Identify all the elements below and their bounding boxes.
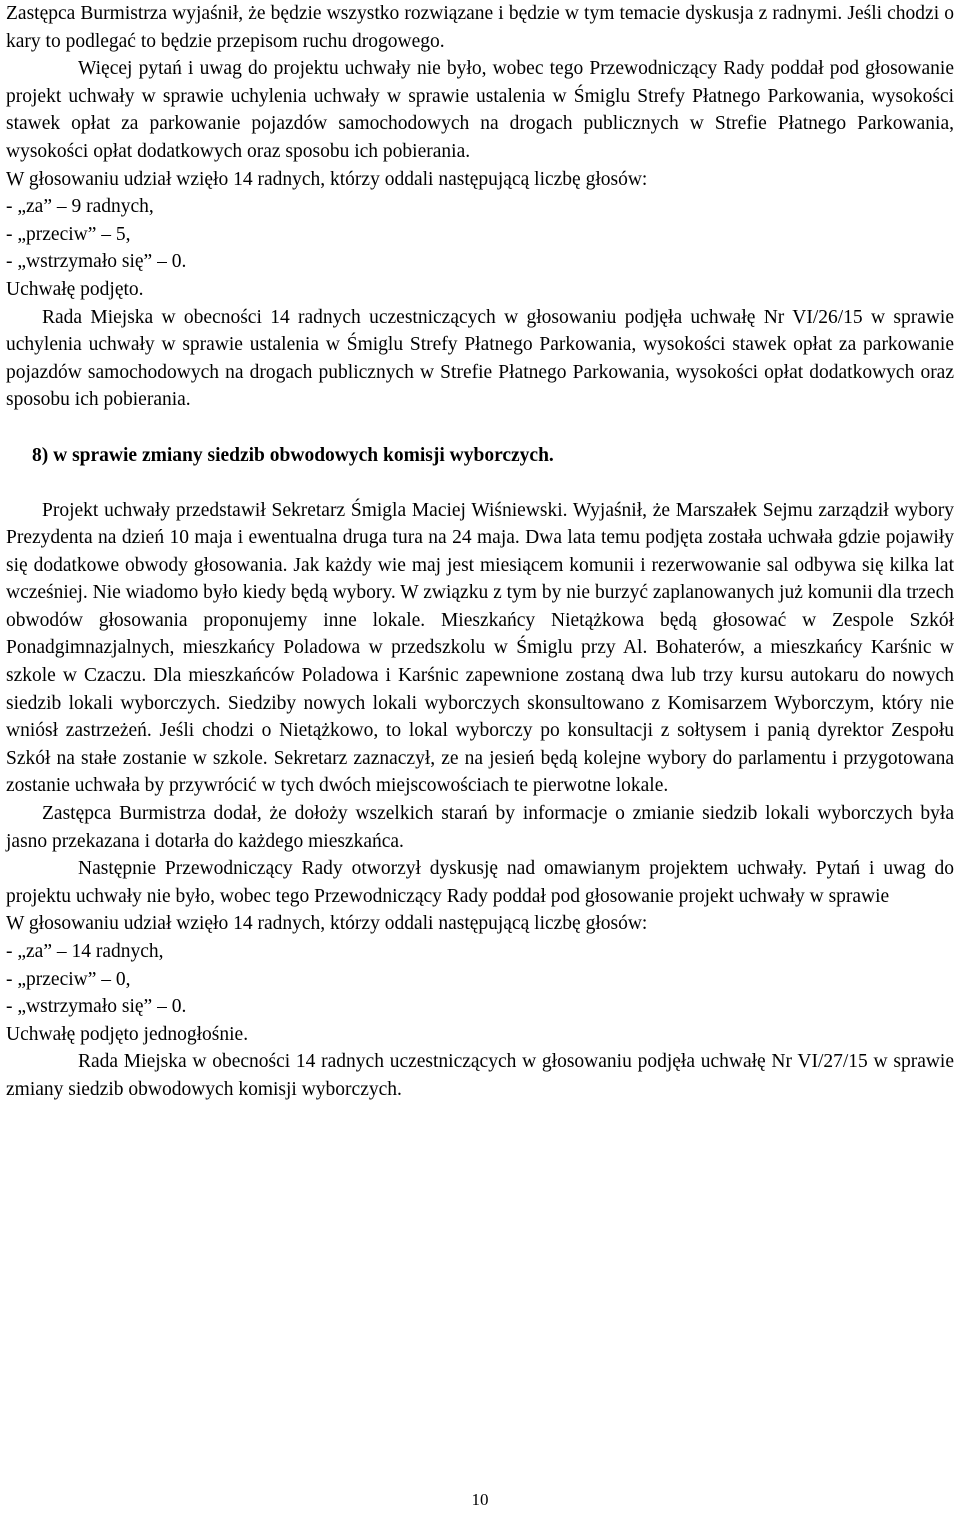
page-number: 10	[471, 1490, 489, 1509]
paragraph-deputy-mayor-addition: Zastępca Burmistrza dodał, że dołoży wszelkich starań by informacje o zmianie siedzib lokali wyborczych była jasno przekazana i dotarła do każdego mieszkańca.	[6, 803, 954, 852]
resolution-1: Rada Miejska w obecności 14 radnych uczestniczących w głosowaniu podjęła uchwałę Nr VI/26/15 w sprawie uchylenia uchwały w sprawie ustalenia w Śmiglu Strefy Płatnego Parkowania, wysokości stawek opłat za parkowanie pojazdów samochodowych na drogach publicznych w Strefie Płatnego Parkowania, wysokości opłat dodatkowych oraz sposobu ich pobierania.	[6, 306, 954, 411]
document-page	[6, 0, 954, 1104]
vote-result-2: Uchwałę podjęto jednogłośnie.	[6, 1023, 249, 1045]
vote-abstain-1: - „wstrzymało się” – 0.	[6, 251, 187, 273]
resolution-2: Rada Miejska w obecności 14 radnych uczestniczących w głosowaniu podjęła uchwałę Nr VI/27/15 w sprawie zmiany siedzib obwodowych komisji wyborczych.	[6, 1051, 954, 1100]
agenda-heading-8: 8) w sprawie zmiany siedzib obwodowych komisji wyborczych.	[32, 444, 554, 466]
vote-against-1: - „przeciw” – 5,	[6, 223, 131, 245]
vote-result-1: Uchwałę podjęto.	[6, 278, 144, 300]
paragraph-vote-call-2: Następnie Przewodniczący Rady otworzył dyskusję nad omawianym projektem uchwały. Pytań i uwag do projektu uchwały nie było, wobec tego Przewodniczący Rady poddał pod głosowanie projekt uchwały w sprawie	[6, 858, 954, 907]
paragraph-secretary-presentation: Projekt uchwały przedstawił Sekretarz Śmigla Maciej Wiśniewski. Wyjaśnił, że Marszałek Sejmu zarządził wybory Prezydenta na dzień 10 maja i ewentualna druga tura na 24 maja. Dwa lata temu podjęta została uchwała gdzie pojawiły się dodatkowe obwody głosowania. Jak każdy wie maj jest miesiącem komunii i rezerwowanie sal odbywa się kilka lat wcześniej. Nie wiadomo było kiedy będą wybory. W związku z tym by nie burzyć zaplanowanych już komunii dla trzech obwodów głosowania proponujemy inne lokale. Mieszkańcy Nietążkowa będą głosować w Zespole Szkół Ponadgimnazjalnych, mieszkańcy Poladowa w przedszkolu w Śmiglu przy Al. Bohaterów, a mieszkańcy Karśnic w szkole w Czaczu. Dla mieszkańców Poladowa i Karśnic zapewnione zostaną dwa lub trzy kursu autokaru do nowych siedzib lokali wyborczych. Siedziby nowych lokali wyborczych skonsultowano z Komisarzem Wyborczym, który nie wniósł zastrzeżeń. Jeśli chodzi o Nietążkowo, to lokal wyborczy po konsultacji z sołtysem i panią dyrektor Zespołu Szkół na stałe zostanie w szkole. Sekretarz zaznaczył, ze na jesień będą kolejne wybory do parlamentu i przygotowana zostanie uchwała by przywrócić w tych dwóch miejscowościach te pierwotne lokale.	[6, 499, 954, 797]
vote-intro-1: W głosowaniu udział wzięło 14 radnych, którzy oddali następującą liczbę głosów:	[6, 168, 648, 190]
paragraph-deputy-mayor-explanation: Zastępca Burmistrza wyjaśnił, że będzie wszystko rozwiązane i będzie w tym temacie dyskusja z radnymi. Jeśli chodzi o kary to podlegać to będzie przepisom ruchu drogowego.	[6, 3, 954, 52]
vote-abstain-2: - „wstrzymało się” – 0.	[6, 996, 187, 1018]
vote-against-2: - „przeciw” – 0,	[6, 968, 131, 990]
paragraph-vote-call-1: Więcej pytań i uwag do projektu uchwały nie było, wobec tego Przewodniczący Rady poddał pod głosowanie projekt uchwały w sprawie uchylenia uchwały w sprawie ustalenia w Śmiglu Strefy Płatnego Parkowania, wysokości stawek opłat za parkowanie pojazdów samochodowych na drogach publicznych w Strefie Płatnego Parkowania, wysokości opłat dodatkowych oraz sposobu ich pobierania.	[6, 58, 954, 162]
vote-for-2: - „za” – 14 radnych,	[6, 941, 164, 962]
vote-for-1: - „za” – 9 radnych,	[6, 196, 154, 218]
vote-intro-2: W głosowaniu udział wzięło 14 radnych, którzy oddali następującą liczbę głosów:	[6, 913, 648, 935]
